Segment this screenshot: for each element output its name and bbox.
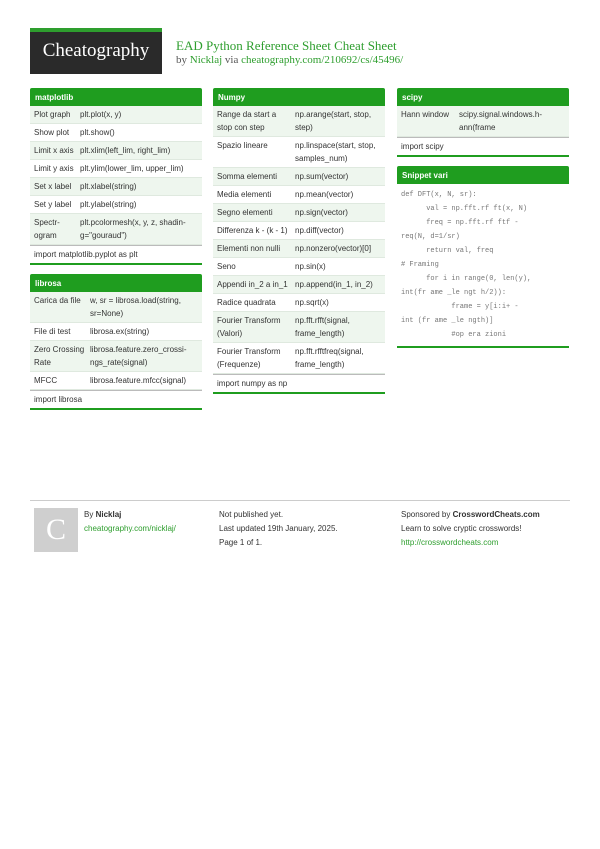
numpy-section: [213, 88, 385, 394]
row-value: plt.ylim(lower_lim, upper_lim): [80, 164, 184, 173]
page-number: Page 1 of 1.: [219, 538, 263, 547]
footer-divider: [30, 500, 570, 501]
footer-author-link[interactable]: cheatography.com/nicklaj/: [84, 524, 176, 533]
table-row: [30, 196, 202, 214]
published-status: Not published yet.: [219, 510, 284, 519]
row-value: np.diff(vector): [295, 226, 344, 235]
row-value: librosa.feature.zero_crossi-ngs_rate(signal): [90, 345, 187, 367]
column-1: [30, 88, 202, 419]
table-row: [397, 106, 569, 137]
row-key: Range da start a stop con step: [217, 110, 277, 132]
table-row: [30, 372, 202, 390]
cheatography-logo[interactable]: [30, 28, 162, 74]
row-key: Differenza k - (k - 1): [217, 226, 288, 235]
avatar-letter: C: [45, 513, 66, 546]
row-key: Segno elementi: [217, 208, 273, 217]
section-header: Snippet vari: [397, 166, 569, 184]
last-updated: Last updated 19th January, 2025.: [219, 524, 338, 533]
numpy-rows: [213, 106, 385, 374]
footer-sponsor: [401, 508, 571, 550]
snippet-section: [397, 166, 569, 348]
row-value: np.nonzero(vector)[0]: [295, 244, 372, 253]
table-row: [213, 168, 385, 186]
table-row: [213, 106, 385, 137]
row-value: plt.xlim(left_lim, right_lim): [80, 146, 171, 155]
row-value: np.sign(vector): [295, 208, 348, 217]
table-row: [213, 240, 385, 258]
scipy-section: [397, 88, 569, 157]
row-value: w, sr = librosa.load(string, sr=None): [90, 296, 181, 318]
row-value: np.append(in_1, in_2): [295, 280, 373, 289]
matplotlib-rows: [30, 106, 202, 245]
row-value: np.fft.rfft(signal, frame_length): [295, 316, 350, 338]
row-value: np.linspace(start, stop, samples_num): [295, 141, 376, 163]
row-value: np.fft.rfftfreq(signal, frame_length): [295, 347, 364, 369]
row-value: librosa.feature.mfcc(signal): [90, 376, 187, 385]
scipy-rows: [397, 106, 569, 137]
table-row: [213, 186, 385, 204]
footer-author: [84, 508, 204, 536]
row-value: scipy.signal.windows.h-ann(frame: [459, 110, 542, 132]
table-row: [30, 323, 202, 341]
row-value: np.sum(vector): [295, 172, 349, 181]
row-value: plt.ylabel(string): [80, 200, 137, 209]
logo-accent-bar: [30, 28, 162, 32]
author-avatar-icon: [34, 508, 78, 552]
table-row: [213, 312, 385, 343]
row-key: Set x label: [34, 182, 72, 191]
row-value: plt.pcolormesh(x, y, z, shadin-g="gouraud"): [80, 218, 186, 240]
section-footer: import scipy: [397, 137, 569, 157]
sponsor-name[interactable]: CrosswordCheats.com: [452, 510, 540, 519]
row-key: Limit x axis: [34, 146, 74, 155]
row-value: np.sin(x): [295, 262, 326, 271]
footer-author-name: Nicklaj: [95, 510, 122, 519]
row-key: Limit y axis: [34, 164, 74, 173]
table-row: [213, 222, 385, 240]
section-header: Numpy: [213, 88, 385, 106]
logo-text: Cheatography: [42, 40, 150, 61]
section-footer: import librosa: [30, 390, 202, 410]
section-footer: import matplotlib.pyplot as plt: [30, 245, 202, 265]
row-key: MFCC: [34, 376, 58, 385]
byline-via: via: [224, 54, 239, 66]
table-row: [213, 137, 385, 168]
row-value: np.mean(vector): [295, 190, 354, 199]
row-value: np.sqrt(x): [295, 298, 329, 307]
row-key: Fourier Transform (Frequenze): [217, 347, 281, 369]
table-row: [213, 204, 385, 222]
table-row: [30, 292, 202, 323]
footer-by: By: [84, 510, 94, 519]
row-key: Hann window: [401, 110, 450, 119]
table-row: [30, 106, 202, 124]
row-key: File di test: [34, 327, 71, 336]
row-key: Radice quadrata: [217, 298, 276, 307]
sponsored-by: Sponsored by: [401, 510, 451, 519]
table-row: [30, 142, 202, 160]
row-key: Set y label: [34, 200, 72, 209]
code-snippet: def DFT(x, N, sr): val = np.fft.rf ft(x, N) freq = np.fft.rf ftf - req(N, d=1/sr) return val, freq # Framing for i in range(0, len(y), int(fr ame _le ngt h/2)): frame = y[i:i+ - int (fr ame _le ngth)] #op era zioni: [397, 184, 569, 348]
row-key: Fourier Transform (Valori): [217, 316, 281, 338]
row-key: Carica da file: [34, 296, 81, 305]
table-row: [30, 160, 202, 178]
table-row: [213, 343, 385, 374]
footer-meta: [219, 508, 389, 550]
sheet-url-link[interactable]: cheatography.com/210692/cs/45496/: [241, 54, 404, 66]
table-row: [30, 178, 202, 196]
byline-by: by: [176, 54, 187, 66]
row-value: plt.xlabel(string): [80, 182, 137, 191]
row-value: plt.plot(x, y): [80, 110, 122, 119]
matplotlib-section: [30, 88, 202, 265]
section-footer: import numpy as np: [213, 374, 385, 394]
sponsor-tagline: Learn to solve cryptic crosswords!: [401, 524, 522, 533]
column-2: [213, 88, 385, 403]
table-row: [213, 258, 385, 276]
byline: [176, 54, 403, 66]
row-value: librosa.ex(string): [90, 327, 150, 336]
table-row: [30, 124, 202, 142]
table-row: [213, 276, 385, 294]
row-key: Spectr-ogram: [34, 218, 60, 240]
table-row: [213, 294, 385, 312]
author-link[interactable]: Nicklaj: [189, 54, 223, 66]
section-header: scipy: [397, 88, 569, 106]
row-key: Plot graph: [34, 110, 71, 119]
section-header: librosa: [30, 274, 202, 292]
column-3: [397, 88, 569, 357]
row-key: Appendi in_2 a in_1: [217, 280, 288, 289]
sponsor-link[interactable]: http://crosswordcheats.com: [401, 538, 499, 547]
section-header: matplotlib: [30, 88, 202, 106]
row-key: Zero Crossing Rate: [34, 345, 85, 367]
row-key: Show plot: [34, 128, 70, 137]
row-key: Elementi non nulli: [217, 244, 281, 253]
librosa-section: [30, 274, 202, 410]
row-value: np.arange(start, stop, step): [295, 110, 372, 132]
table-row: [30, 214, 202, 245]
page-title: EAD Python Reference Sheet Cheat Sheet: [176, 38, 397, 53]
row-key: Seno: [217, 262, 236, 271]
row-key: Spazio lineare: [217, 141, 268, 150]
row-key: Somma elementi: [217, 172, 278, 181]
row-key: Media elementi: [217, 190, 272, 199]
table-row: [30, 341, 202, 372]
librosa-rows: [30, 292, 202, 390]
row-value: plt.show(): [80, 128, 115, 137]
